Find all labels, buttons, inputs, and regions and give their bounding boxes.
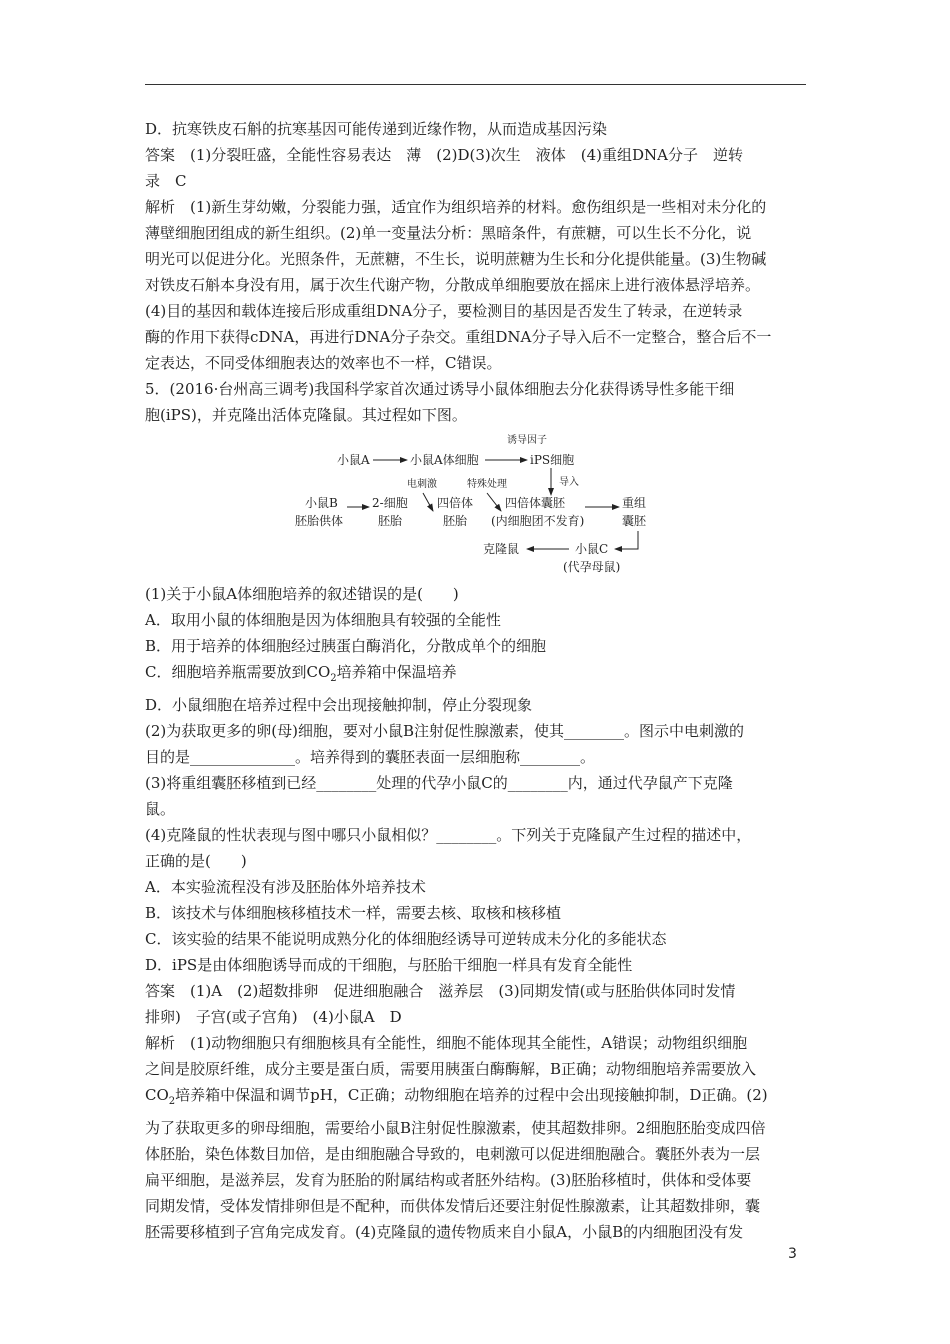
page-number: 3 xyxy=(788,1246,797,1262)
diagram-svg xyxy=(145,431,811,577)
diagram-embryo-donor: 胚胎供体 xyxy=(295,514,344,528)
subquestion-3: (3)将重组囊胚移植到已经________处理的代孕小鼠C的________内，通过代孕鼠产下克隆 xyxy=(145,774,733,792)
subquestion-4: (4)克隆鼠的性状表现与图中哪只小鼠相似？________。下列关于克隆鼠产生过程的描述中， xyxy=(145,826,752,844)
analysis-line: 酶的作用下获得cDNA，再进行DNA分子杂交。重组DNA分子导入后不一定整合，整合后不一 xyxy=(145,328,772,346)
diagram-two-cell: 2-细胞 xyxy=(372,496,408,510)
analysis-line: 解析 (1)新生芽幼嫩，分裂能力强，适宜作为组织培养的材料。愈伤组织是一些相对未分化的 xyxy=(145,198,767,216)
text-part: CO xyxy=(145,1086,169,1104)
diagram-tetraploid-embryo: 胚胎 xyxy=(443,514,468,528)
option-a: A．取用小鼠的体细胞是因为体细胞具有较强的全能性 xyxy=(145,611,501,629)
subquestion-1: (1)关于小鼠A体细胞培养的叙述错误的是( ) xyxy=(145,585,459,603)
diagram-mouse-b: 小鼠B xyxy=(305,496,338,510)
analysis-line: 薄壁细胞团组成的新生组织。(2)单一变量法分析：黑暗条件，有蔗糖，可以生长不分化，说 xyxy=(145,224,752,242)
arrow xyxy=(487,493,501,511)
text-part: 培养箱中保温和调节pH，C正确；动物细胞在培养的过程中会出现接触抑制，D正确。(2) xyxy=(175,1086,768,1104)
analysis-line: (4)目的基因和载体连接后形成重组DNA分子，要检测目的基因是否发生了转录，在逆转录 xyxy=(145,302,743,320)
option-d: D．小鼠细胞在培养过程中会出现接触抑制，停止分裂现象 xyxy=(145,696,533,714)
analysis-line: 同期发情，受体发情排卵但是不配种，而供体发情后还要注射促性腺激素，让其超数排卵，囊 xyxy=(145,1197,761,1215)
diagram-mouse-c: 小鼠C xyxy=(575,542,609,556)
diagram-clone: 克隆鼠 xyxy=(483,542,520,556)
option-b: B．该技术与体细胞核移植技术一样，需要去核、取核和核移植 xyxy=(145,904,562,922)
analysis-line: 对铁皮石斛本身没有用，属于次生代谢产物，分散成单细胞要放在摇床上进行液体悬浮培养。 xyxy=(145,276,761,294)
diagram-tetra-blast: 四倍体囊胚 xyxy=(505,496,566,510)
arrow xyxy=(423,493,433,511)
clone-process-diagram xyxy=(145,431,811,577)
analysis-line: 胚需要移植到子宫角完成发育。(4)克隆鼠的遗传物质来自小鼠A，小鼠B的内细胞团没有发 xyxy=(145,1223,744,1241)
diagram-induce-factor: 诱导因子 xyxy=(507,435,547,446)
subquestion-2: (2)为获取更多的卵(母)细胞，要对小鼠B注射促性腺激素，使其________。图示中电刺激的 xyxy=(145,722,744,740)
question-5-stem: 5．(2016·台州高三调考)我国科学家首次通过诱导小鼠体细胞去分化获得诱导性多能干细 xyxy=(145,380,735,398)
diagram-surrogate: (代孕母鼠) xyxy=(563,560,621,574)
header-rule xyxy=(145,84,806,85)
arrow xyxy=(615,531,638,549)
diagram-ips-cell: iPS细胞 xyxy=(530,453,575,467)
diagram-mouse-a-cell: 小鼠A体细胞 xyxy=(410,453,479,467)
subscript: 2 xyxy=(168,1096,176,1107)
text-part: C．细胞培养瓶需要放到CO xyxy=(145,663,331,681)
analysis-line: 定表达，不同受体细胞表达的效率也不一样，C错误。 xyxy=(145,354,502,372)
subscript: 2 xyxy=(330,673,337,684)
option-a: A．本实验流程没有涉及胚胎体外培养技术 xyxy=(145,878,426,896)
analysis-line: 体胚胎，染色体数目加倍，是由细胞融合导致的，电刺激可以促进细胞融合。囊胚外表为一层 xyxy=(145,1145,761,1163)
analysis-line: 之间是胶原纤维，成分主要是蛋白质，需要用胰蛋白酶酶解，B正确；动物细胞培养需要放入 xyxy=(145,1060,757,1078)
option-b: B．用于培养的体细胞经过胰蛋白酶消化，分散成单个的细胞 xyxy=(145,637,547,655)
page-content xyxy=(145,116,811,1245)
question-5-stem: 胞(iPS)，并克隆出活体克隆鼠。其过程如下图。 xyxy=(145,406,467,424)
text-part: 培养箱中保温培养 xyxy=(336,663,457,681)
analysis-line: 为了获取更多的卵母细胞，需要给小鼠B注射促性腺激素，使其超数排卵。2细胞胚胎变成四倍 xyxy=(145,1119,766,1137)
analysis-line: 扁平细胞，是滋养层，发育为胚胎的附属结构或者胚外结构。(3)胚胎移植时，供体和受体要 xyxy=(145,1171,752,1189)
diagram-special: 特殊处理 xyxy=(467,479,507,490)
diagram-recomb-blast: 囊胚 xyxy=(622,514,647,528)
analysis-line xyxy=(145,1082,811,1115)
subquestion-2: 目的是______________。培养得到的囊胚表面一层细胞称________。 xyxy=(145,748,596,766)
subquestion-4: 正确的是( ) xyxy=(145,852,247,870)
diagram-import: 导入 xyxy=(559,477,579,488)
option-c xyxy=(145,659,811,692)
answer-line: 答案 (1)分裂旺盛，全能性容易表达 薄 (2)D(3)次生 液体 (4)重组DNA分子 逆转 xyxy=(145,146,744,164)
analysis-line: 解析 (1)动物细胞只有细胞核具有全能性，细胞不能体现其全能性，A错误；动物组织细胞 xyxy=(145,1034,748,1052)
diagram-recomb: 重组 xyxy=(622,496,647,510)
diagram-tetraploid: 四倍体 xyxy=(437,496,474,510)
answer-line: 录 C xyxy=(145,172,187,190)
text-line: D．抗寒铁皮石斛的抗寒基因可能传递到近缘作物，从而造成基因污染 xyxy=(145,120,608,138)
diagram-two-cell-embryo: 胚胎 xyxy=(378,514,403,528)
diagram-mouse-a: 小鼠A xyxy=(337,453,370,467)
answer-line: 排卵) 子宫(或子宫角) (4)小鼠A D xyxy=(145,1008,402,1026)
subquestion-3: 鼠。 xyxy=(145,800,176,818)
option-c: C．该实验的结果不能说明成熟分化的体细胞经诱导可逆转成未分化的多能状态 xyxy=(145,930,667,948)
option-d: D．iPS是由体细胞诱导而成的干细胞，与胚胎干细胞一样具有发育全能性 xyxy=(145,956,633,974)
answer-line: 答案 (1)A (2)超数排卵 促进细胞融合 滋养层 (3)同期发情(或与胚胎供体同时发情 xyxy=(145,982,736,1000)
analysis-line: 明光可以促进分化。光照条件，无蔗糖，不生长，说明蔗糖为生长和分化提供能量。(3)生物碱 xyxy=(145,250,767,268)
diagram-electric: 电刺激 xyxy=(407,479,437,490)
diagram-icm: (内细胞团不发育) xyxy=(491,514,585,528)
